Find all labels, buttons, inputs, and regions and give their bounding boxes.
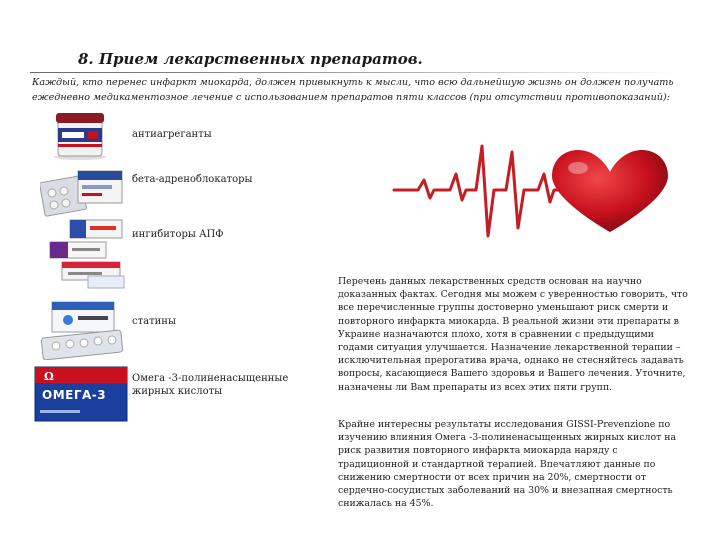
pill-jar-icon (50, 110, 112, 162)
intro-text: Каждый, кто перенес инфаркт миокарда, должен привыкнуть к мысли, что всю дальнейшую жизнь он должен получать ежедневно медикаментозное лечение с использованием препаратов пяти классов (при отсутствии противопоказаний): (32, 77, 674, 103)
drug-class-label: статины (132, 316, 176, 327)
heart-with-pulse-line-icon (392, 140, 670, 240)
drug-class-label: бета-адреноблокаторы (132, 174, 253, 185)
drug-class-label: антиагреганты (132, 129, 212, 140)
statin-box-icon (38, 298, 128, 360)
drug-class-label: ингибиторы АПФ (132, 229, 224, 240)
title-divider (30, 72, 680, 73)
drug-class-label: Омега -3-полиненасыщенные жирных кислоты (132, 373, 289, 397)
medicine-boxes-icon (48, 218, 126, 290)
omega-box-label: ОМЕГА-3 (42, 388, 107, 402)
omega-box-icon (34, 366, 128, 422)
page-title: 8. Прием лекарственных препаратов. (78, 50, 423, 68)
blister-pack-icon (40, 165, 125, 217)
body-paragraph-gissi-study: Крайне интересны результаты исследования GISSI-Prevenzione по изучению влияния Омега -3-полиненасыщенных жирных кислот на риск развития повторного инфаркта миокарда наряду с традиционной и стандартной терапией. Впечатляют данные по снижению смертности от всех причин на 20%, смертности от сердечно-сосудистых заболеваний на 30% и внезапная смертность снижалась на 45%. (338, 419, 677, 510)
body-paragraph-drug-list: Перечень данных лекарственных средств основан на научно доказанных фактах. Сегодня мы можем с уверенностью говорить, что все перечисленные группы достоверно уменьшают риск смерти и повторного инфаркта миокарда. В реальной жизни эти препараты в Украине назначаются плохо, хотя в сравнении с предыдущими годами ситуация улучшается. Назначение лекарственной терапии – исключительная прерогатива врача, однако не стесняйтесь задавать вопросы, касающиеся Вашего здоровья и Вашего лечения. Уточните, назначены ли Вам препараты из всех этих пяти групп. (338, 276, 688, 393)
svg-text:Ω: Ω (44, 370, 54, 383)
